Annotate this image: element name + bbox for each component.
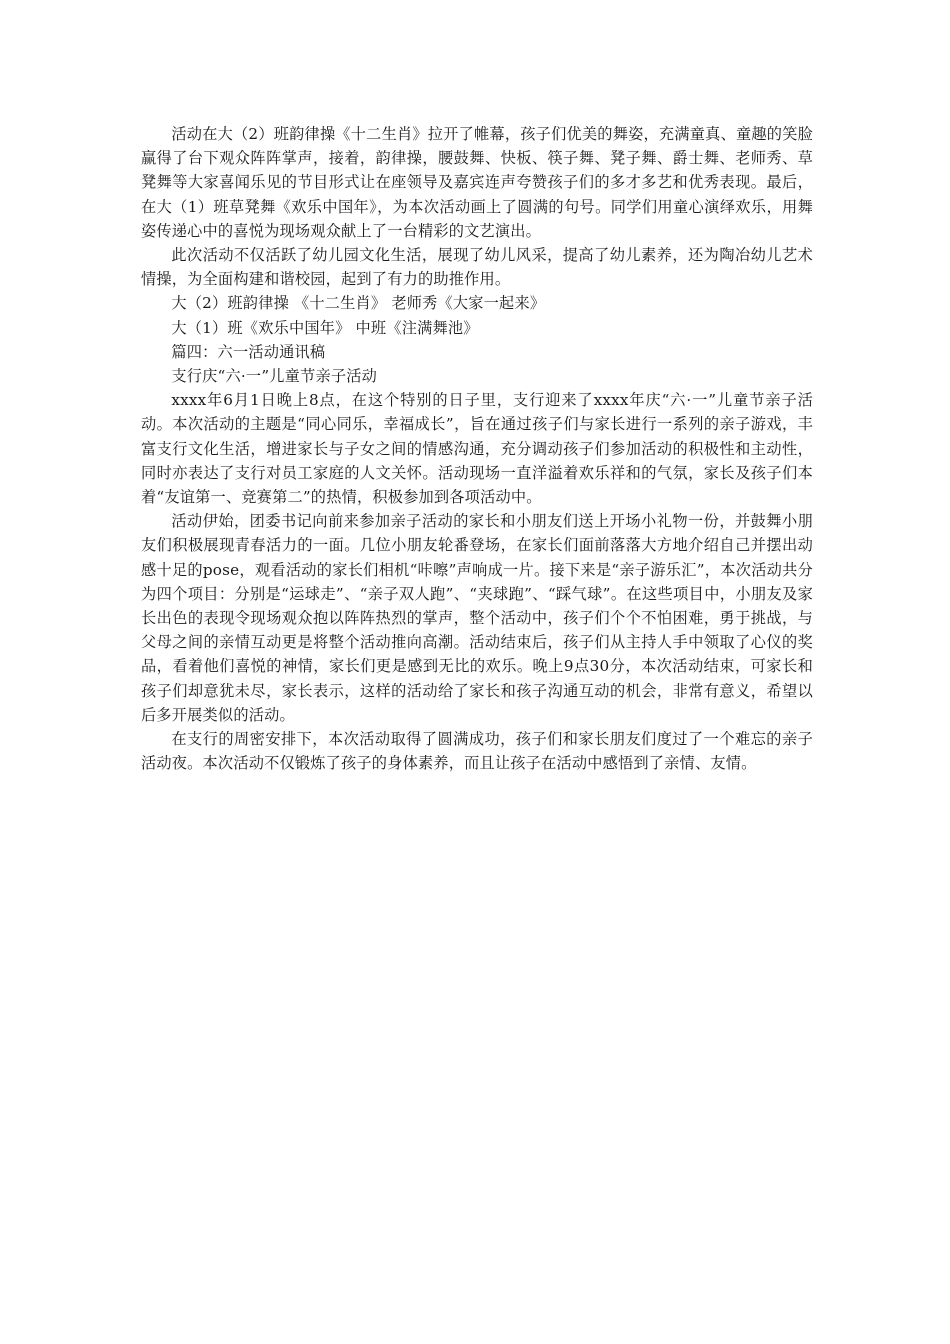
program-line-1: 大（2）班韵律操 《十二生肖》 老师秀《大家一起来》 <box>171 294 546 313</box>
paragraph-event-conclusion: 在支行的周密安排下，本次活动取得了圆满成功，孩子们和家长朋友们度过了一个难忘的亲子活动夜。本次活动不仅锻炼了孩子的身体素养，而且让孩子在活动中感悟到了亲情、友情。 <box>141 730 813 773</box>
program-line-2: 大（1）班《欢乐中国年》 中班《注满舞池》 <box>171 318 479 337</box>
article-title: 支行庆“六·一”儿童节亲子活动 <box>171 367 377 386</box>
paragraph-event-intro: xxxx年6月1日晚上8点，在这个特别的日子里，支行迎来了xxxx年庆“六·一”儿童节亲子活动。本次活动的主题是“同心同乐，幸福成长”，旨在通过孩子们与家长进行一系列的亲子游戏，丰富支行文化生活，增进家长与子女之间的情感沟通，充分调动孩子们参加活动的积极性和主动性，同时亦表达了支行对员工家庭的人文关怀。活动现场一直洋溢着欢乐祥和的气氛，家长及孩子们本着“友谊第一、竞赛第二”的热情，积极参加到各项活动中。 <box>141 391 813 507</box>
paragraph-performance-summary: 活动在大（2）班韵律操《十二生肖》拉开了帷幕，孩子们优美的舞姿，充满童真、童趣的笑脸赢得了台下观众阵阵掌声，接着，韵律操，腰鼓舞、快板、筷子舞、凳子舞、爵士舞、老师秀、草凳舞等大家喜闻乐见的节目形式让在座领导及嘉宾连声夸赞孩子们的多才多艺和优秀表现。最后，在大（1）班草凳舞《欢乐中国年》，为本次活动画上了圆满的句号。同学们用童心演绎欢乐，用舞姿传递心中的喜悦为现场观众献上了一台精彩的文艺演出。 <box>141 125 813 240</box>
paragraph-activity-significance: 此次活动不仅活跃了幼儿园文化生活，展现了幼儿风采，提高了幼儿素养，还为陶冶幼儿艺术情操，为全面构建和谐校园，起到了有力的助推作用。 <box>141 246 813 289</box>
paragraph-event-details: 活动伊始，团委书记向前来参加亲子活动的家长和小朋友们送上开场小礼物一份，并鼓舞小朋友们积极展现青春活力的一面。几位小朋友轮番登场，在家长们面前落落大方地介绍自己并摆出动感十足的pose，观看活动的家长们相机“咔嚓”声响成一片。接下来是“亲子游乐汇”，本次活动共分为四个项目：分别是“运球走”、“亲子双人跑”、“夹球跑”、“踩气球”。在这些项目中，小朋友及家长出色的表现令现场观众抱以阵阵热烈的掌声，整个活动中，孩子们个个不怕困难，勇于挑战，与父母之间的亲情互动更是将整个活动推向高潮。活动结束后，孩子们从主持人手中领取了心仪的奖品，看着他们喜悦的神情，家长们更是感到无比的欢乐。晚上9点30分，本次活动结束，可家长和孩子们却意犹未尽，家长表示，这样的活动给了家长和孩子沟通互动的机会，非常有意义，希望以后多开展类似的活动。 <box>141 512 813 724</box>
document-body <box>141 122 813 775</box>
section-heading: 篇四：六一活动通讯稿 <box>171 342 326 361</box>
